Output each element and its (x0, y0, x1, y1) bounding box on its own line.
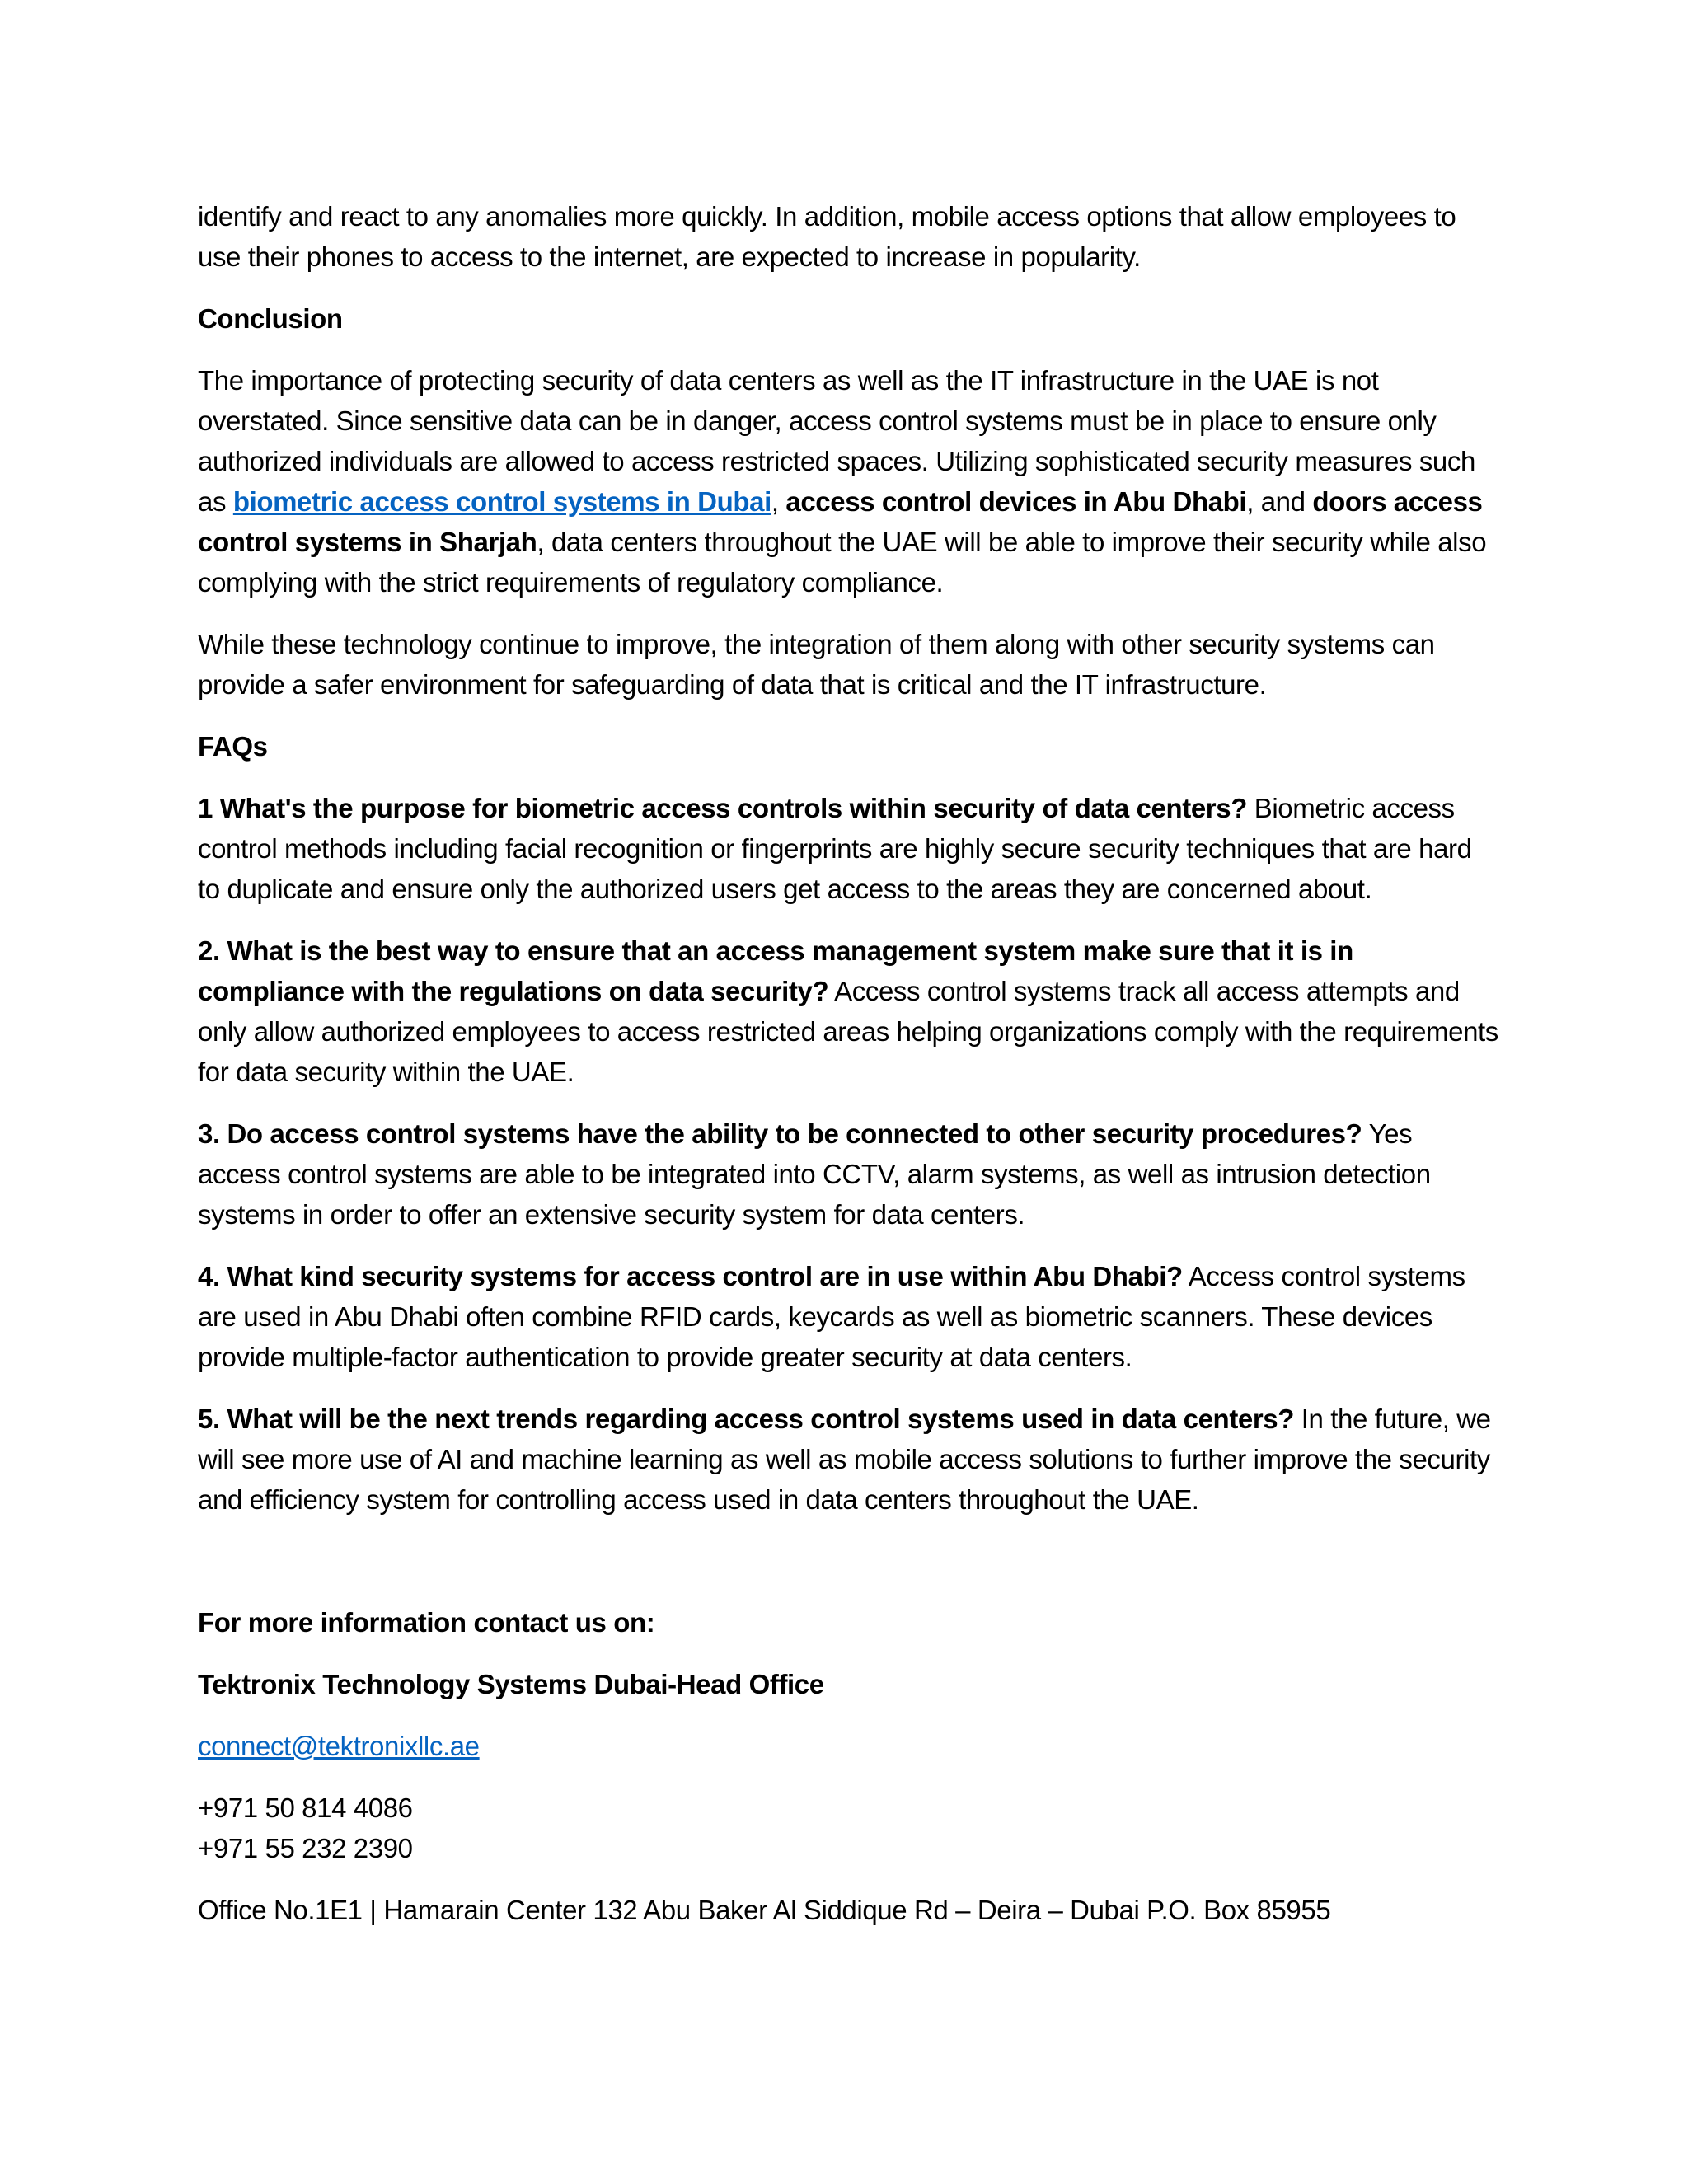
separator-comma: , (771, 486, 786, 517)
faq-question: 4. What kind security systems for access control are in use within Abu Dhabi? (198, 1261, 1183, 1291)
faq-answer: Yes access control systems are able to be integrated into CCTV, alarm systems, as well as intrusion detection systems in order to offer an extensive security system for data centers. (198, 1118, 1431, 1230)
faq-item (198, 930, 1500, 1092)
conclusion-paragraph-1 (198, 360, 1500, 602)
faq-answer: In the future, we will see more use of AI and machine learning as well as mobile access solutions to further improve the security and efficiency system for controlling access used in data centers throughout the UAE. (198, 1404, 1491, 1515)
sharjah-keyword: doors access control systems in Sharjah (198, 486, 1483, 557)
biometric-access-link[interactable]: biometric access control systems in Dubai (232, 486, 771, 517)
faq-question: 3. Do access control systems have the ability to be connected to other security procedures? (198, 1118, 1362, 1149)
phone-primary: +971 50 814 4086 (198, 1793, 413, 1823)
conclusion-paragraph-2: While these technology continue to improve, the integration of them along with other security systems can provide a safer environment for safeguarding of data that is critical and the IT infrastructure. (198, 629, 1435, 700)
faqs-heading: FAQs (198, 731, 268, 762)
faq-item (198, 1113, 1500, 1235)
faq-item (198, 1399, 1500, 1520)
faq-answer: Biometric access control methods including facial recognition or fingerprints are highly secure security techniques that are hard to duplicate and ensure only the authorized users get access to the areas they are concerned about. (198, 793, 1472, 904)
conclusion-heading: Conclusion (198, 303, 343, 334)
abu-dhabi-keyword: access control devices in Abu Dhabi (785, 486, 1247, 517)
intro-paragraph: identify and react to any anomalies more quickly. In addition, mobile access options that allow employees to use their phones to access to the internet, are expected to increase in popularity. (198, 201, 1456, 272)
faq-item (198, 1256, 1500, 1377)
faq-answer: Access control systems track all access attempts and only allow authorized employees to access restricted areas helping organizations comply with the requirements for data security within the UAE. (198, 976, 1498, 1087)
faq-answer: Access control systems are used in Abu Dhabi often combine RFID cards, keycards as well as biometric scanners. These devices provide multiple-factor authentication to provide greater security at data centers. (198, 1261, 1465, 1372)
document-page (198, 196, 1500, 1952)
contact-heading: For more information contact us on: (198, 1607, 655, 1638)
email-link[interactable]: connect@tektronixllc.ae (198, 1731, 480, 1761)
email-line (198, 1726, 1500, 1766)
separator-and: , and (1246, 486, 1313, 517)
faq-question: 5. What will be the next trends regarding access control systems used in data centers? (198, 1404, 1295, 1434)
phone-secondary: +971 55 232 2390 (198, 1833, 413, 1863)
conclusion-text-a: The importance of protecting security of data centers as well as the IT infrastructure in the UAE is not overstated. Since sensitive data can be in danger, access control systems must be in place to ensure only authorized individuals are allowed to access restricted spaces. Utilizing sophisticated security measures such as (198, 365, 1475, 517)
faq-question: 2. What is the best way to ensure that an access management system make sure that it is in compliance with the regulations on data security? (198, 935, 1353, 1006)
faq-question: 1 What's the purpose for biometric access controls within security of data centers? (198, 793, 1247, 823)
conclusion-text-b: , data centers throughout the UAE will be able to improve their security while also complying with the strict requirements of regulatory compliance. (198, 527, 1487, 598)
faq-item (198, 788, 1500, 909)
company-name: Tektronix Technology Systems Dubai-Head Office (198, 1669, 824, 1699)
office-address: Office No.1E1 | Hamarain Center 132 Abu Baker Al Siddique Rd – Deira – Dubai P.O. Box 85955 (198, 1895, 1331, 1925)
